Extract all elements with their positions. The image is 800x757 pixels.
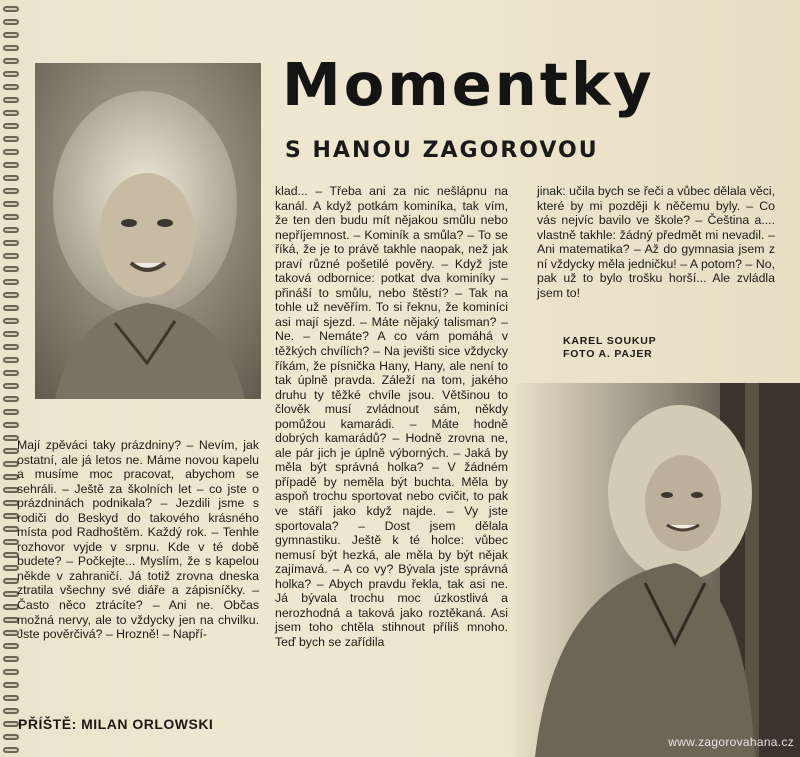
binding-ring — [3, 123, 19, 129]
binding-ring — [3, 409, 19, 415]
binding-ring — [3, 188, 19, 194]
column-3-text: jinak: učila bych se řeči a vůbec dělala věci, které by mi později k něčemu byly. – Co vás nejvíc bavilo ve škole? – Čeština a.... vlastně takhle: žádný předmět mi nevadil. – Ani matematika? – Až do gymnasia jsem z ní vždycky měla jedničku! – A potom? – No, pak už to bylo trošku horší... Ale zvládla jsem to! — [537, 184, 775, 300]
binding-ring — [3, 747, 19, 753]
article-column-1 — [17, 438, 259, 642]
binding-ring — [3, 318, 19, 324]
binding-ring — [3, 383, 19, 389]
binding-ring — [3, 344, 19, 350]
watermark: www.zagorovahana.cz — [668, 735, 794, 749]
binding-ring — [3, 305, 19, 311]
binding-ring — [3, 19, 19, 25]
binding-ring — [3, 201, 19, 207]
photo-credit: FOTO A. PAJER — [563, 348, 653, 360]
binding-ring — [3, 396, 19, 402]
binding-ring — [3, 721, 19, 727]
author-credit: KAREL SOUKUP — [563, 335, 657, 347]
binding-ring — [3, 97, 19, 103]
binding-ring — [3, 32, 19, 38]
article-column-3 — [537, 184, 775, 300]
binding-ring — [3, 669, 19, 675]
portrait-photo-bottom — [515, 383, 800, 757]
binding-ring — [3, 71, 19, 77]
binding-ring — [3, 175, 19, 181]
binding-ring — [3, 279, 19, 285]
portrait-photo-top — [35, 63, 261, 399]
binding-ring — [3, 370, 19, 376]
binding-ring — [3, 656, 19, 662]
binding-ring — [3, 292, 19, 298]
binding-ring — [3, 331, 19, 337]
binding-ring — [3, 253, 19, 259]
column-1-text: Mají zpěváci taky prázdniny? – Nevím, jak ostatní, ale já letos ne. Máme novou kapelu a musíme moc pracovat, abychom se sehráli. – Ještě za školních let – co jste o prázdninách podnikala? – Jezdili jsme s rodiči do Beskyd do takového krásného místa pod Radhoštěm. Každý rok. – Tenhle rozhovor vyjde v srpnu. Kde v té době budete? – Počkejte... Myslím, že s kapelou někde v zahraničí. Já totiž zrovna dneska ztratila všechny své diáře a zápisníčky. – Často něco ztrácíte? – Ani ne. Občas možná nervy, ale to vždycky jen na chvilku. Jste pověrčivá? – Hrozně! – Napří- — [17, 438, 259, 642]
credits — [563, 335, 763, 361]
binding-ring — [3, 136, 19, 142]
binding-ring — [3, 240, 19, 246]
column-2-text: klad... – Třeba ani za nic nešlápnu na kanál. A když potkám kominíka, tak vím, že ten den budu mít nějakou smůlu nebo nepříjemnost. – Kominík a smůla? – To se říká, že je to právě takhle naopak, než jak praví různé pošetilé pověry. – Když jste taková odbornice: potkat dva kominíky – přináší to smůlu, nebo štěstí? – Tak na tohle už nevěřím. To si řeknu, že kominíci asi mají sjezd. – Máte nějaký talisman? – Ne. – Nemáte? A co vám pomáhá v těžkých chvílích? – Na jevišti sice vždycky říkám, že písnička Hany, Hany, ale není to tak úplně pravda. Záleží na tom, jakého druhu ty těžké chvíle jsou. Většinou to člověk musí zvládnout sám, někdy pomůžou kamarádi. – Máte hodně dobrých kamarádů? – Hodně zrovna ne, ale pár jich je úplně výborných. – Jaká by měla být správná holka? – V žádném případě by neměla být buchta. Měla by aspoň trochu sportovat nebo cvičit, to pak ve stáří jako když najde. – Vy jste sportovala? – Dost jsem dělala gymnastiku. Ještě k té holce: vůbec nemusí být hezká, ale měla by být nějak zajímavá. – A co vy? Bývala jste správná holka? – Abych pravdu řekla, tak asi ne. Já bývala trochu moc úzkostlivá a nerozhodná a taková jako roztěkaná. Asi jsem toho chtěla stihnout příliš mnoho. Teď bych se zařídila — [275, 184, 508, 649]
binding-ring — [3, 643, 19, 649]
binding-ring — [3, 357, 19, 363]
binding-ring — [3, 227, 19, 233]
binding-ring — [3, 734, 19, 740]
binding-ring — [3, 6, 19, 12]
article-title: Momentky — [282, 50, 655, 119]
article-column-2 — [275, 184, 508, 650]
binding-ring — [3, 266, 19, 272]
binding-ring — [3, 422, 19, 428]
binding-ring — [3, 682, 19, 688]
binding-ring — [3, 708, 19, 714]
binding-ring — [3, 58, 19, 64]
spiral-binding — [0, 0, 22, 757]
article-subtitle: S HANOU ZAGOROVOU — [285, 138, 599, 163]
binding-ring — [3, 149, 19, 155]
binding-ring — [3, 695, 19, 701]
binding-ring — [3, 214, 19, 220]
next-issue-note: PŘÍŠTĚ: MILAN ORLOWSKI — [18, 716, 214, 732]
binding-ring — [3, 84, 19, 90]
binding-ring — [3, 162, 19, 168]
binding-ring — [3, 110, 19, 116]
binding-ring — [3, 45, 19, 51]
